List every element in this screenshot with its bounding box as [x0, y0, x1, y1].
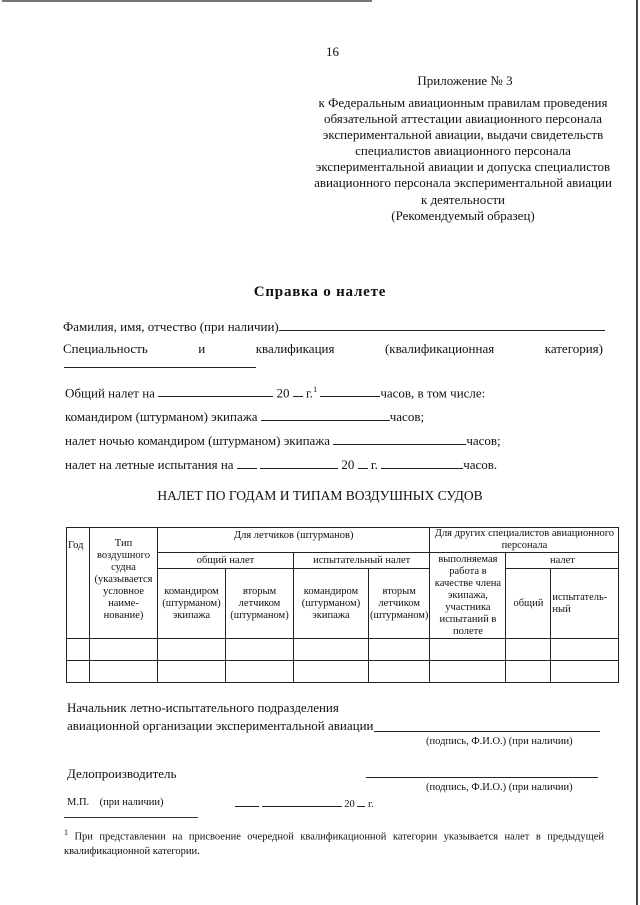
appendix-line: обязательной аттестации авиационного персонала — [323, 111, 603, 127]
commander-hours-suffix: часов; — [389, 409, 425, 424]
specialty-word: категория) — [544, 341, 603, 356]
header-pilots-group: Для летчиков (штурманов) — [158, 528, 430, 553]
clerk-title: Делопроизводитель — [67, 766, 177, 781]
test-hours-label: налет на летные испытания на — [65, 457, 234, 472]
page-number: 16 — [326, 44, 339, 59]
total-hours-field[interactable] — [320, 385, 380, 397]
table-title: НАЛЕТ ПО ГОДАМ И ТИПАМ ВОЗДУШНЫХ СУДОВ — [157, 488, 483, 503]
date-day-field[interactable] — [235, 797, 259, 807]
date-year-field[interactable] — [357, 797, 365, 807]
year-suffix: г. — [370, 457, 378, 472]
table-cell[interactable] — [226, 661, 294, 683]
table-row — [67, 661, 619, 683]
specialty-word: (квалификационная — [384, 341, 495, 356]
clerk-signature-field[interactable] — [366, 777, 598, 778]
table-cell[interactable] — [369, 639, 430, 661]
night-hours-suffix: часов; — [466, 433, 501, 448]
total-hours-row — [65, 385, 485, 401]
appendix-line: авиационного персонала экспериментальной авиации — [314, 175, 612, 191]
specialty-row — [63, 341, 603, 357]
table-cell[interactable] — [158, 661, 226, 683]
table-cell[interactable] — [90, 639, 158, 661]
appendix-line: специалистов авиационного персонала — [355, 143, 571, 159]
test-hours-row — [65, 457, 497, 473]
appendix-line: экспериментальной авиации, выдачи свидетельств — [322, 127, 604, 143]
date-year-suffix: г. — [368, 799, 374, 810]
commander-hours-label: командиром (штурманом) экипажа — [65, 409, 258, 424]
test-hours-suffix: часов. — [463, 457, 498, 472]
year-prefix: 20 — [341, 457, 355, 472]
date-month-field[interactable] — [262, 797, 342, 807]
table-row — [67, 639, 619, 661]
appendix-description — [296, 95, 630, 224]
document-title: Справка о налете — [253, 284, 387, 300]
header-second-pilot: вторым летчиком (штурманом) — [226, 569, 294, 639]
year-prefix: 20 — [276, 385, 290, 401]
date-year-prefix: 20 — [344, 799, 355, 810]
table-cell[interactable] — [226, 639, 294, 661]
total-hours-label: Общий налет на — [65, 385, 155, 401]
header-other-hours: налет — [506, 553, 619, 569]
table-cell[interactable] — [551, 639, 619, 661]
footnote-mark: 1 — [313, 385, 318, 394]
total-hours-period-field[interactable] — [158, 385, 273, 397]
night-hours-label: налет ночью командиром (штурманом) экипажа — [65, 433, 331, 448]
table-cell[interactable] — [90, 661, 158, 683]
header-other-total: общий — [506, 569, 551, 639]
chief-signature-field[interactable] — [374, 731, 600, 732]
specialty-word: квалификация — [255, 341, 335, 356]
table-cell[interactable] — [430, 661, 506, 683]
header-pilots-test: испытательный налет — [294, 553, 430, 569]
chief-title-line1: Начальник летно-испытательного подразделения — [67, 700, 339, 715]
table-cell[interactable] — [294, 661, 369, 683]
total-hours-year-field[interactable] — [293, 385, 303, 397]
date-row — [235, 797, 374, 810]
table-cell[interactable] — [430, 639, 506, 661]
table-cell[interactable] — [551, 661, 619, 683]
seal-row — [67, 797, 164, 808]
specialty-word: Специальность — [63, 341, 148, 356]
table-cell[interactable] — [506, 639, 551, 661]
appendix-line: к деятельности — [421, 191, 505, 207]
appendix-line-sample-note: (Рекомендуемый образец) — [391, 207, 535, 223]
appendix-line: к Федеральным авиационным правилам проведения — [318, 95, 608, 110]
header-other-test: испытатель-ный — [551, 569, 619, 639]
test-hours-field[interactable] — [381, 457, 463, 469]
clerk-signature-hint: (подпись, Ф.И.О.) (при наличии) — [426, 782, 573, 793]
specialty-word: и — [198, 341, 206, 356]
appendix-title: Приложение № 3 — [417, 73, 513, 88]
table-cell[interactable] — [506, 661, 551, 683]
full-name-label: Фамилия, имя, отчество (при наличии) — [63, 319, 279, 334]
footnote — [64, 826, 604, 859]
night-hours-row — [65, 433, 501, 449]
table-cell[interactable] — [294, 639, 369, 661]
table-cell[interactable] — [67, 661, 90, 683]
flight-hours-table — [66, 527, 619, 683]
header-commander: командиром (штурманом) экипажа — [294, 569, 369, 639]
footnote-mark: 1 — [64, 828, 68, 837]
chief-signature-hint: (подпись, Ф.И.О.) (при наличии) — [426, 736, 573, 747]
header-year: Год — [67, 528, 90, 639]
full-name-row — [63, 319, 605, 335]
full-name-field[interactable] — [279, 319, 605, 331]
table-cell[interactable] — [67, 639, 90, 661]
year-suffix: г. — [305, 385, 314, 401]
chief-title-line2: авиационной организации экспериментальной авиации — [67, 718, 374, 733]
seal-note: (при наличии) — [99, 797, 164, 808]
specialty-field[interactable] — [64, 367, 256, 368]
table-cell[interactable] — [369, 661, 430, 683]
header-commander: командиром (штурманом) экипажа — [158, 569, 226, 639]
footnote-text: При представлении на присвоение очередной квалификационной категории указывается налет в предыдущей квалификационной категории. — [64, 831, 604, 857]
header-pilots-total: общий налет — [158, 553, 294, 569]
footnote-separator — [64, 817, 198, 818]
test-hours-month-field[interactable] — [260, 457, 338, 469]
header-aircraft-type: Тип воздушного судна (указывается условное наиме-нование) — [90, 528, 158, 639]
table-cell[interactable] — [158, 639, 226, 661]
night-hours-field[interactable] — [333, 433, 466, 445]
commander-hours-row — [65, 409, 424, 425]
test-hours-day-field[interactable] — [237, 457, 257, 469]
scan-edge-right — [636, 0, 638, 905]
scan-edge-top — [2, 0, 372, 2]
header-second-pilot: вторым летчиком (штурманом) — [369, 569, 430, 639]
header-work-performed: выполняемая работа в качестве члена экипажа, участника испытаний в полете — [430, 553, 506, 639]
header-other-specialists-group: Для других специалистов авиационного персонала — [430, 528, 619, 553]
total-hours-suffix: часов, в том числе: — [380, 385, 486, 401]
seal-label: М.П. — [67, 797, 90, 808]
appendix-line: экспериментальной авиации и допуска специалистов — [315, 159, 611, 175]
test-hours-year-field[interactable] — [358, 457, 368, 469]
commander-hours-field[interactable] — [261, 409, 390, 421]
